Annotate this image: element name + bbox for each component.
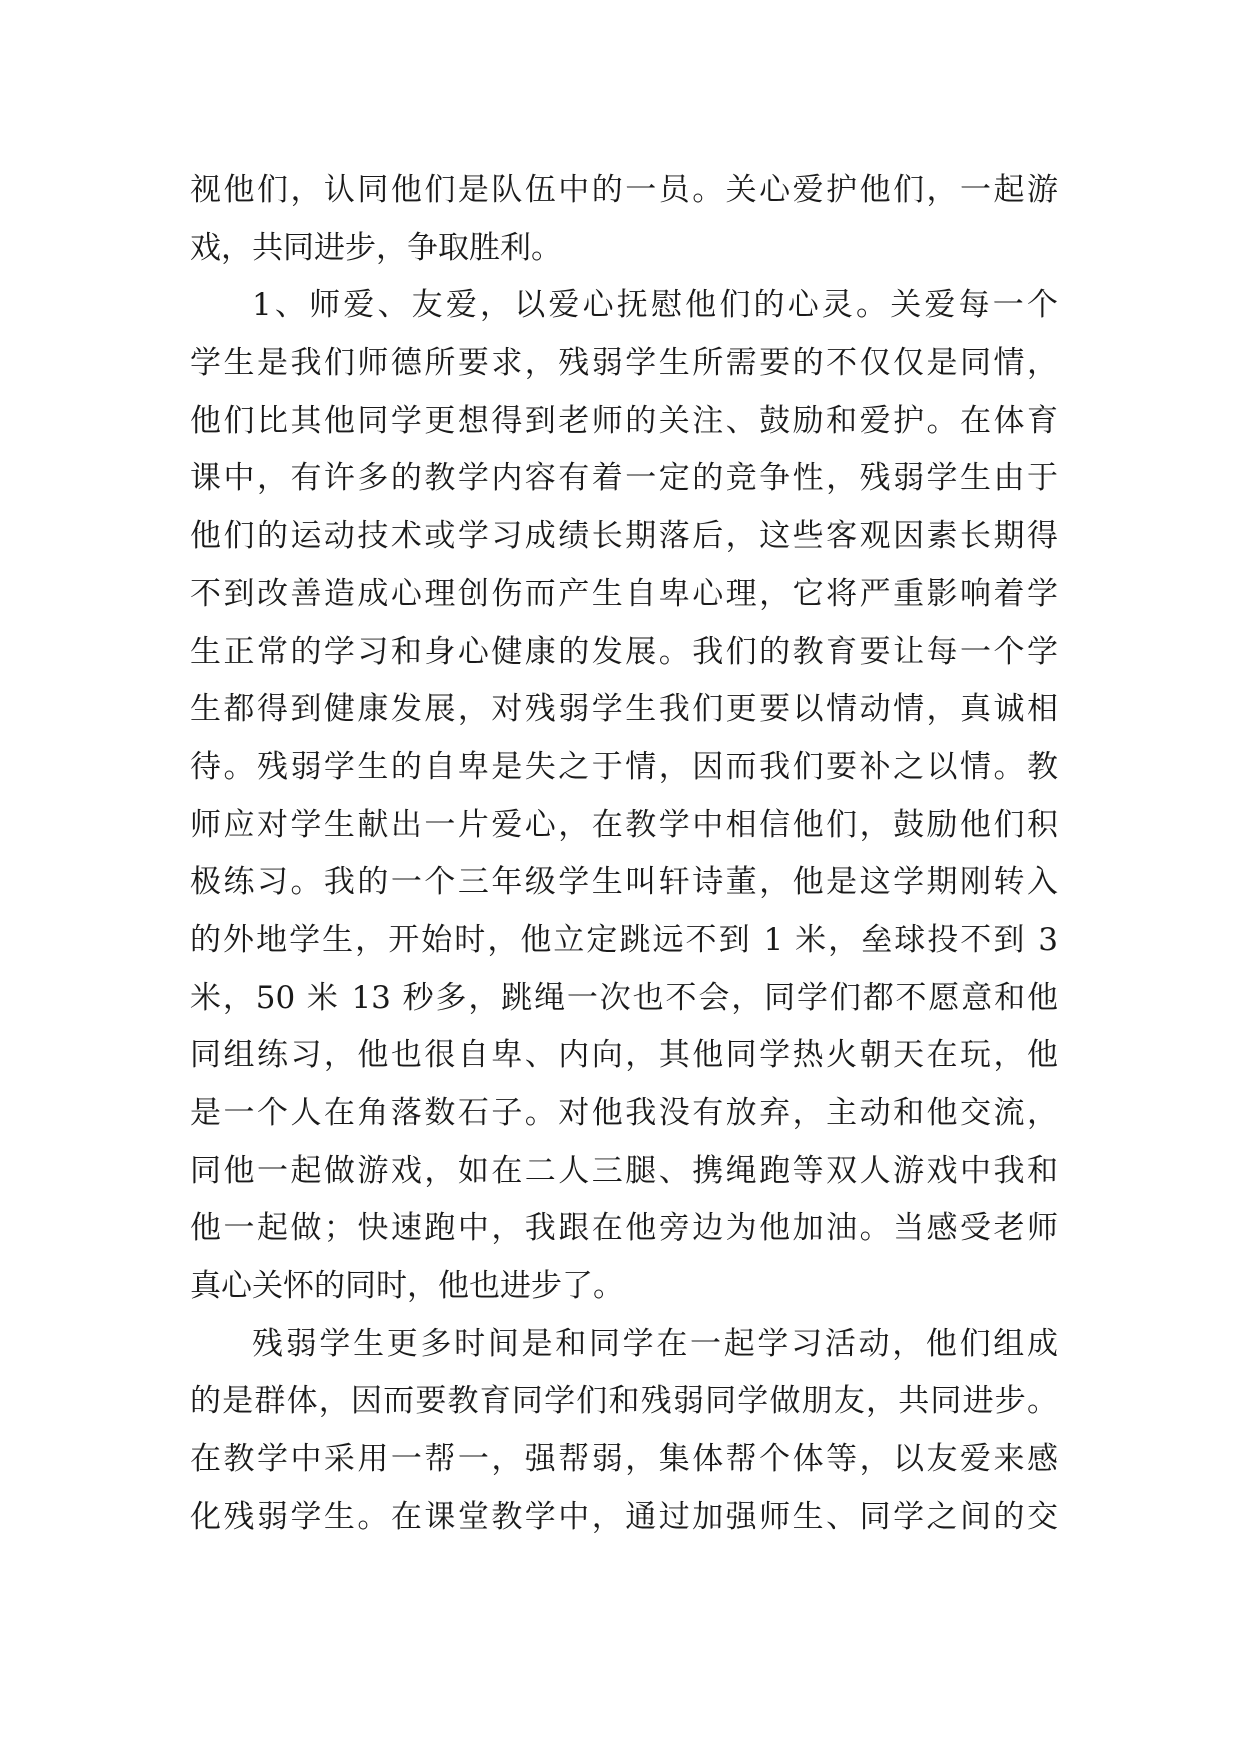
text-line: 的是群体，因而要教育同学们和残弱同学做朋友，共同进步。: [190, 1383, 1058, 1420]
text-line: 的外地学生，开始时，他立定跳远不到 1 米，垒球投不到 3: [190, 921, 1058, 958]
text-line: 同组练习，他也很自卑、内向，其他同学热火朝天在玩，他: [190, 1037, 1058, 1074]
text-line: 同他一起做游戏，如在二人三腿、携绳跑等双人游戏中我和: [190, 1152, 1058, 1189]
paragraph: [190, 277, 1058, 1315]
text-line: 1、师爱、友爱，以爱心抚慰他们的心灵。关爱每一个: [252, 287, 1058, 324]
text-line: 化残弱学生。在课堂教学中，通过加强师生、同学之间的交: [190, 1498, 1058, 1535]
text-line: 学生是我们师德所要求，残弱学生所需要的不仅仅是同情，: [190, 345, 1058, 382]
text-line: 生正常的学习和身心健康的发展。我们的教育要让每一个学: [190, 633, 1058, 670]
text-line: 极练习。我的一个三年级学生叫轩诗董，他是这学期刚转入: [190, 864, 1058, 901]
text-line: 不到改善造成心理创伤而产生自卑心理，它将严重影响着学: [190, 575, 1058, 612]
text-line: 待。残弱学生的自卑是失之于情，因而我们要补之以情。教: [190, 748, 1058, 785]
text-line: 视他们，认同他们是队伍中的一员。关心爱护他们，一起游: [190, 172, 1058, 208]
text-line: 戏，共同进步，争取胜利。: [190, 229, 562, 266]
text-line: 课中，有许多的教学内容有着一定的竞争性，残弱学生由于: [190, 460, 1058, 497]
text-line: 师应对学生献出一片爱心，在教学中相信他们，鼓励他们积: [190, 806, 1058, 843]
text-line: 他一起做；快速跑中，我跟在他旁边为他加油。当感受老师: [190, 1210, 1058, 1247]
paragraph: [190, 162, 1058, 277]
text-line: 米，50 米 13 秒多，跳绳一次也不会，同学们都不愿意和他: [190, 979, 1058, 1016]
text-line: 他们比其他同学更想得到老师的关注、鼓励和爱护。在体育: [190, 402, 1058, 439]
paragraph: [190, 1316, 1058, 1547]
text-line: 真心关怀的同时，他也进步了。: [190, 1268, 624, 1305]
document-body: [190, 162, 1058, 1547]
text-line: 他们的运动技术或学习成绩长期落后，这些客观因素长期得: [190, 518, 1058, 555]
text-line: 生都得到健康发展，对残弱学生我们更要以情动情，真诚相: [190, 691, 1058, 728]
text-line: 是一个人在角落数石子。对他我没有放弃，主动和他交流，: [190, 1095, 1058, 1131]
text-line: 在教学中采用一帮一，强帮弱，集体帮个体等，以友爱来感: [190, 1441, 1058, 1478]
text-line: 残弱学生更多时间是和同学在一起学习活动，他们组成: [252, 1325, 1058, 1362]
